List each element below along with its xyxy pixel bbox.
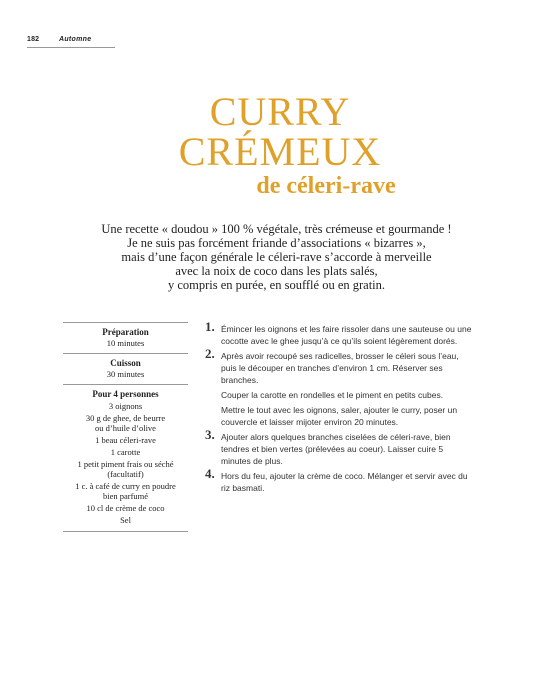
prep-time-value: 10 minutes bbox=[106, 338, 145, 348]
step-2 bbox=[205, 346, 473, 428]
step-4 bbox=[205, 466, 473, 494]
page-number: 182 bbox=[27, 36, 40, 43]
title-subtitle: de céleri-rave bbox=[256, 173, 396, 199]
ingredients-block bbox=[63, 385, 188, 531]
recipe-info-sidebar bbox=[63, 322, 188, 532]
page-header bbox=[27, 34, 115, 48]
title-line-2: CRÉMEUX bbox=[178, 129, 382, 174]
ingredient-item: 3 oignons bbox=[108, 401, 143, 411]
ingredient-item: 1 beau céleri-rave bbox=[95, 435, 156, 445]
step-1 bbox=[205, 319, 473, 347]
intro-line: avec la noix de coco dans les plats salés, bbox=[175, 264, 378, 278]
ingredient-item: 1 c. à café de curry en poudre bien parfumé bbox=[75, 481, 176, 501]
step-text: Couper la carotte en rondelles et le piment en petits cubes. bbox=[221, 390, 444, 400]
sidebar-divider bbox=[63, 531, 188, 532]
step-3 bbox=[205, 427, 473, 467]
intro-line: Une recette « doudou » 100 % végétale, très crémeuse et gourmande ! bbox=[101, 222, 452, 236]
ingredient-item: 1 carotte bbox=[110, 447, 141, 457]
cook-time-value: 30 minutes bbox=[106, 369, 145, 379]
ingredient-item: 1 petit piment frais ou séché (facultatif) bbox=[77, 459, 174, 479]
header-divider bbox=[27, 47, 115, 48]
intro-line: Je ne suis pas forcément friande d’associations « bizarres », bbox=[127, 236, 426, 250]
step-text: Mettre le tout avec les oignons, saler, ajouter le curry, poser un couvercle et laisser mijoter environ 20 minutes. bbox=[221, 405, 458, 427]
cook-time-block bbox=[63, 354, 188, 384]
title-line-1: CURRY bbox=[209, 89, 351, 134]
recipe-title bbox=[130, 89, 430, 199]
ingredient-item: Sel bbox=[120, 515, 131, 525]
step-number: 2. bbox=[205, 346, 215, 361]
intro-line: mais d’une façon générale le céleri-rave s’accorde à merveille bbox=[121, 250, 432, 264]
recipe-steps bbox=[205, 319, 473, 497]
step-text: Ajouter alors quelques branches ciselées de céleri-rave, bien tendres et bien vertes (prélevées au coeur). Laisser cuire 5 minutes de plus. bbox=[221, 432, 451, 466]
recipe-intro bbox=[80, 222, 473, 292]
step-text: Après avoir recoupé ses radicelles, brosser le céleri sous l’eau, puis le découper en tranches d’environ 1 cm. Réserver ses branches. bbox=[221, 351, 459, 385]
step-number: 1. bbox=[205, 319, 215, 334]
cook-time-title: Cuisson bbox=[110, 358, 141, 368]
step-number: 3. bbox=[205, 427, 215, 442]
prep-time-title: Préparation bbox=[102, 327, 149, 337]
step-text: Émincer les oignons et les faire rissoler dans une sauteuse ou une cocotte avec le ghee jusqu’à ce qu’ils soient légèrement dorés. bbox=[221, 324, 472, 346]
step-number: 4. bbox=[205, 466, 215, 481]
section-name: Automne bbox=[59, 36, 92, 43]
servings-title: Pour 4 personnes bbox=[92, 389, 159, 399]
prep-time-block bbox=[63, 323, 188, 353]
ingredient-item: 10 cl de crème de coco bbox=[86, 503, 165, 513]
ingredient-item: 30 g de ghee, de beurre ou d’huile d’olive bbox=[85, 413, 166, 433]
intro-line: y compris en purée, en soufflé ou en gratin. bbox=[167, 278, 386, 292]
step-text: Hors du feu, ajouter la crème de coco. Mélanger et servir avec du riz basmati. bbox=[221, 471, 468, 493]
